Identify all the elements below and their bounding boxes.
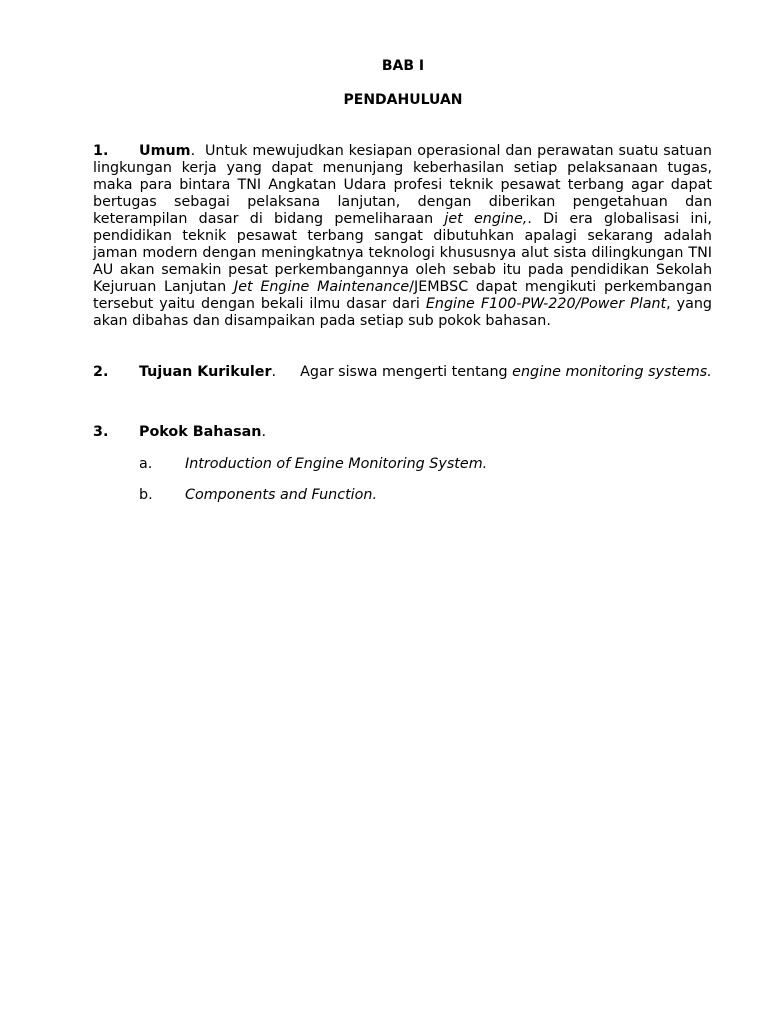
section-heading-end: . <box>261 424 266 440</box>
section-text-italic: Engine F100-PW-220/Power Plant <box>425 296 667 312</box>
section-heading: Umum <box>139 143 191 159</box>
list-item <box>139 456 487 473</box>
section-text: Untuk mewujudkan kesiapan operasional dan perawatan suatu satuan lingkungan kerja yang dapat menunjang keberhasilan setiap pelaksanaan tugas, maka para bintara TNI Angkatan Udara profesi teknik pesawat terbang agar dapat bertugas sebagai pelaksana lanjutan, dengan diberikan pengetahuan dan keterampilan dasar di bidang pemeliharaan <box>93 143 712 227</box>
section-text-italic: Jet Engine Maintenance <box>233 279 410 295</box>
list-item <box>139 487 377 504</box>
section-text: /JEMBSC dapat mengikuti perkembangan tersebut yaitu dengan bekali ilmu dasar dari <box>93 279 713 312</box>
list-item-text: Introduction of Engine Monitoring System. <box>185 456 488 472</box>
list-item-letter: a. <box>139 456 153 472</box>
section-text: . Di era globalisasi ini, pendidikan teknik pesawat terbang sangat dibutuhkan apalagi sekarang adalah jaman modern dengan meningkatnya teknologi khususnya alut sista dilingkungan TNI AU akan semakin pesat perkembangannya oleh sebab itu pada pendidikan Sekolah Kejuruan Lanjutan <box>93 211 712 295</box>
section-heading: Tujuan Kurikuler <box>139 364 272 380</box>
section-umum <box>93 143 712 330</box>
section-pokok-bahasan <box>93 424 266 441</box>
section-text: , yang akan dibahas dan disampaikan pada setiap sub pokok bahasan. <box>93 296 712 329</box>
chapter-heading: BAB I <box>381 58 425 74</box>
section-number: 2. <box>93 364 109 380</box>
section-text: Agar siswa mengerti tentang <box>300 364 513 380</box>
list-item-letter: b. <box>139 487 153 503</box>
section-text-italic: engine monitoring systems. <box>512 364 712 380</box>
section-heading: Pokok Bahasan <box>139 424 262 440</box>
list-item-text: Components and Function. <box>185 487 377 503</box>
section-number: 3. <box>93 424 109 440</box>
chapter-title: PENDAHULUAN <box>343 92 463 108</box>
section-tujuan-kurikuler <box>93 364 712 381</box>
section-number: 1. <box>93 143 109 159</box>
section-heading-end: . <box>190 143 196 159</box>
section-heading-end: . <box>271 364 277 380</box>
section-text-italic: jet engine, <box>444 211 528 227</box>
